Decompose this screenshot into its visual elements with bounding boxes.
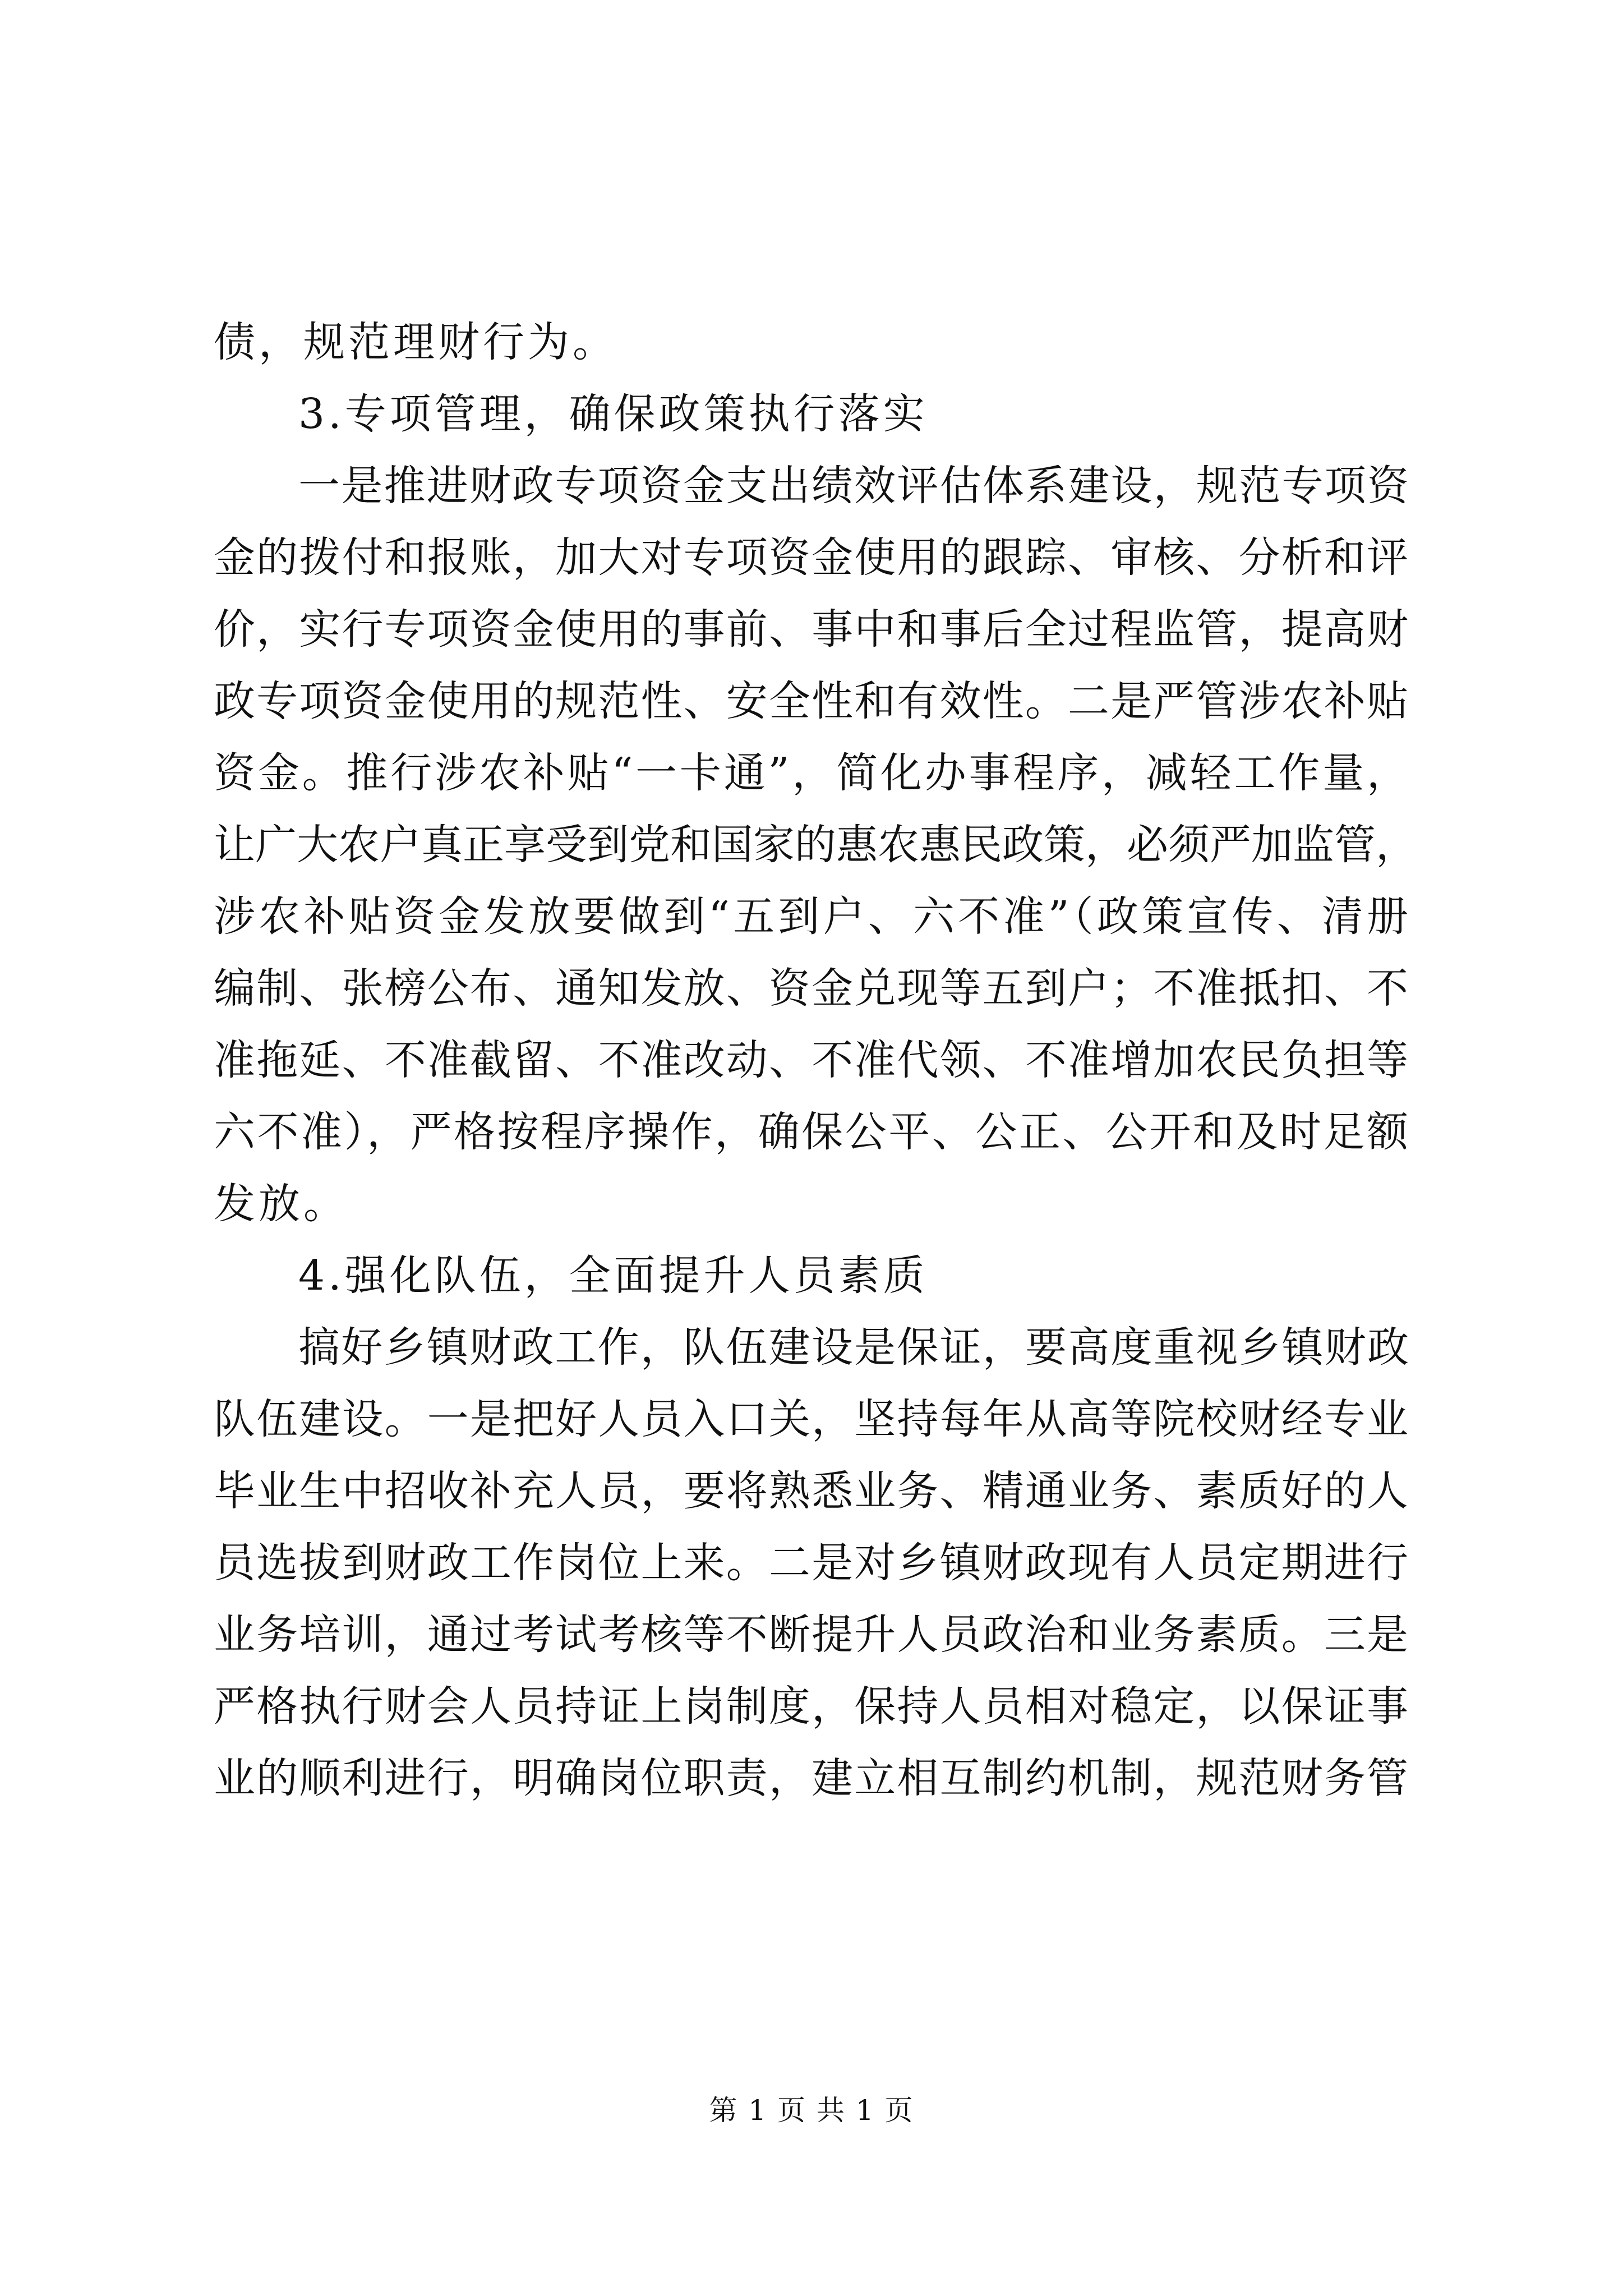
text-line-16: 队伍建设。一是把好人员入口关，坚持每年从高等院校财经专业	[214, 1395, 1408, 1443]
text-line-6: 政专项资金使用的规范性、安全性和有效性。二是严管涉农补贴	[214, 677, 1408, 725]
text-line-21: 业的顺利进行，明确岗位职责，建立相互制约机制，规范财务管	[214, 1754, 1408, 1802]
text-line-20: 严格执行财会人员持证上岗制度，保持人员相对稳定，以保证事	[214, 1682, 1408, 1731]
text-line-12: 六不准），严格按程序操作，确保公平、公正、公开和及时足额	[214, 1108, 1408, 1156]
text-line-10: 编制、张榜公布、通知发放、资金兑现等五到户；不准抵扣、不	[214, 964, 1408, 1013]
text-line-8: 让广大农户真正享受到党和国家的惠农惠民政策，必须严加监管，	[214, 821, 1417, 869]
text-line-5: 价，实行专项资金使用的事前、事中和事后全过程监管，提高财	[214, 605, 1408, 654]
section-heading-3: 3.专项管理，确保政策执行落实	[298, 390, 928, 438]
text-line-13: 发放。	[214, 1180, 348, 1228]
text-line-17: 毕业生中招收补充人员，要将熟悉业务、精通业务、素质好的人	[214, 1467, 1408, 1515]
section-heading-4: 4.强化队伍，全面提升人员素质	[298, 1251, 928, 1300]
text-line-1: 债，规范理财行为。	[214, 318, 617, 366]
text-line-4: 金的拨付和报账，加大对专项资金使用的跟踪、审核、分析和评	[214, 533, 1408, 582]
text-line-15: 搞好乡镇财政工作，队伍建设是保证，要高度重视乡镇财政	[298, 1323, 1409, 1372]
text-line-3: 一是推进财政专项资金支出绩效评估体系建设，规范专项资	[298, 462, 1409, 510]
text-line-7: 资金。推行涉农补贴“一卡通”，简化办事程序，减轻工作量，	[214, 749, 1408, 797]
text-line-18: 员选拔到财政工作岗位上来。二是对乡镇财政现有人员定期进行	[214, 1539, 1408, 1587]
text-line-19: 业务培训，通过考试考核等不断提升人员政治和业务素质。三是	[214, 1611, 1408, 1659]
text-line-9: 涉农补贴资金发放要做到“五到户、六不准”（政策宣传、清册	[214, 892, 1408, 941]
page-number-footer: 第 1 页 共 1 页	[709, 2094, 914, 2127]
text-line-11: 准拖延、不准截留、不准改动、不准代领、不准增加农民负担等	[214, 1036, 1408, 1084]
